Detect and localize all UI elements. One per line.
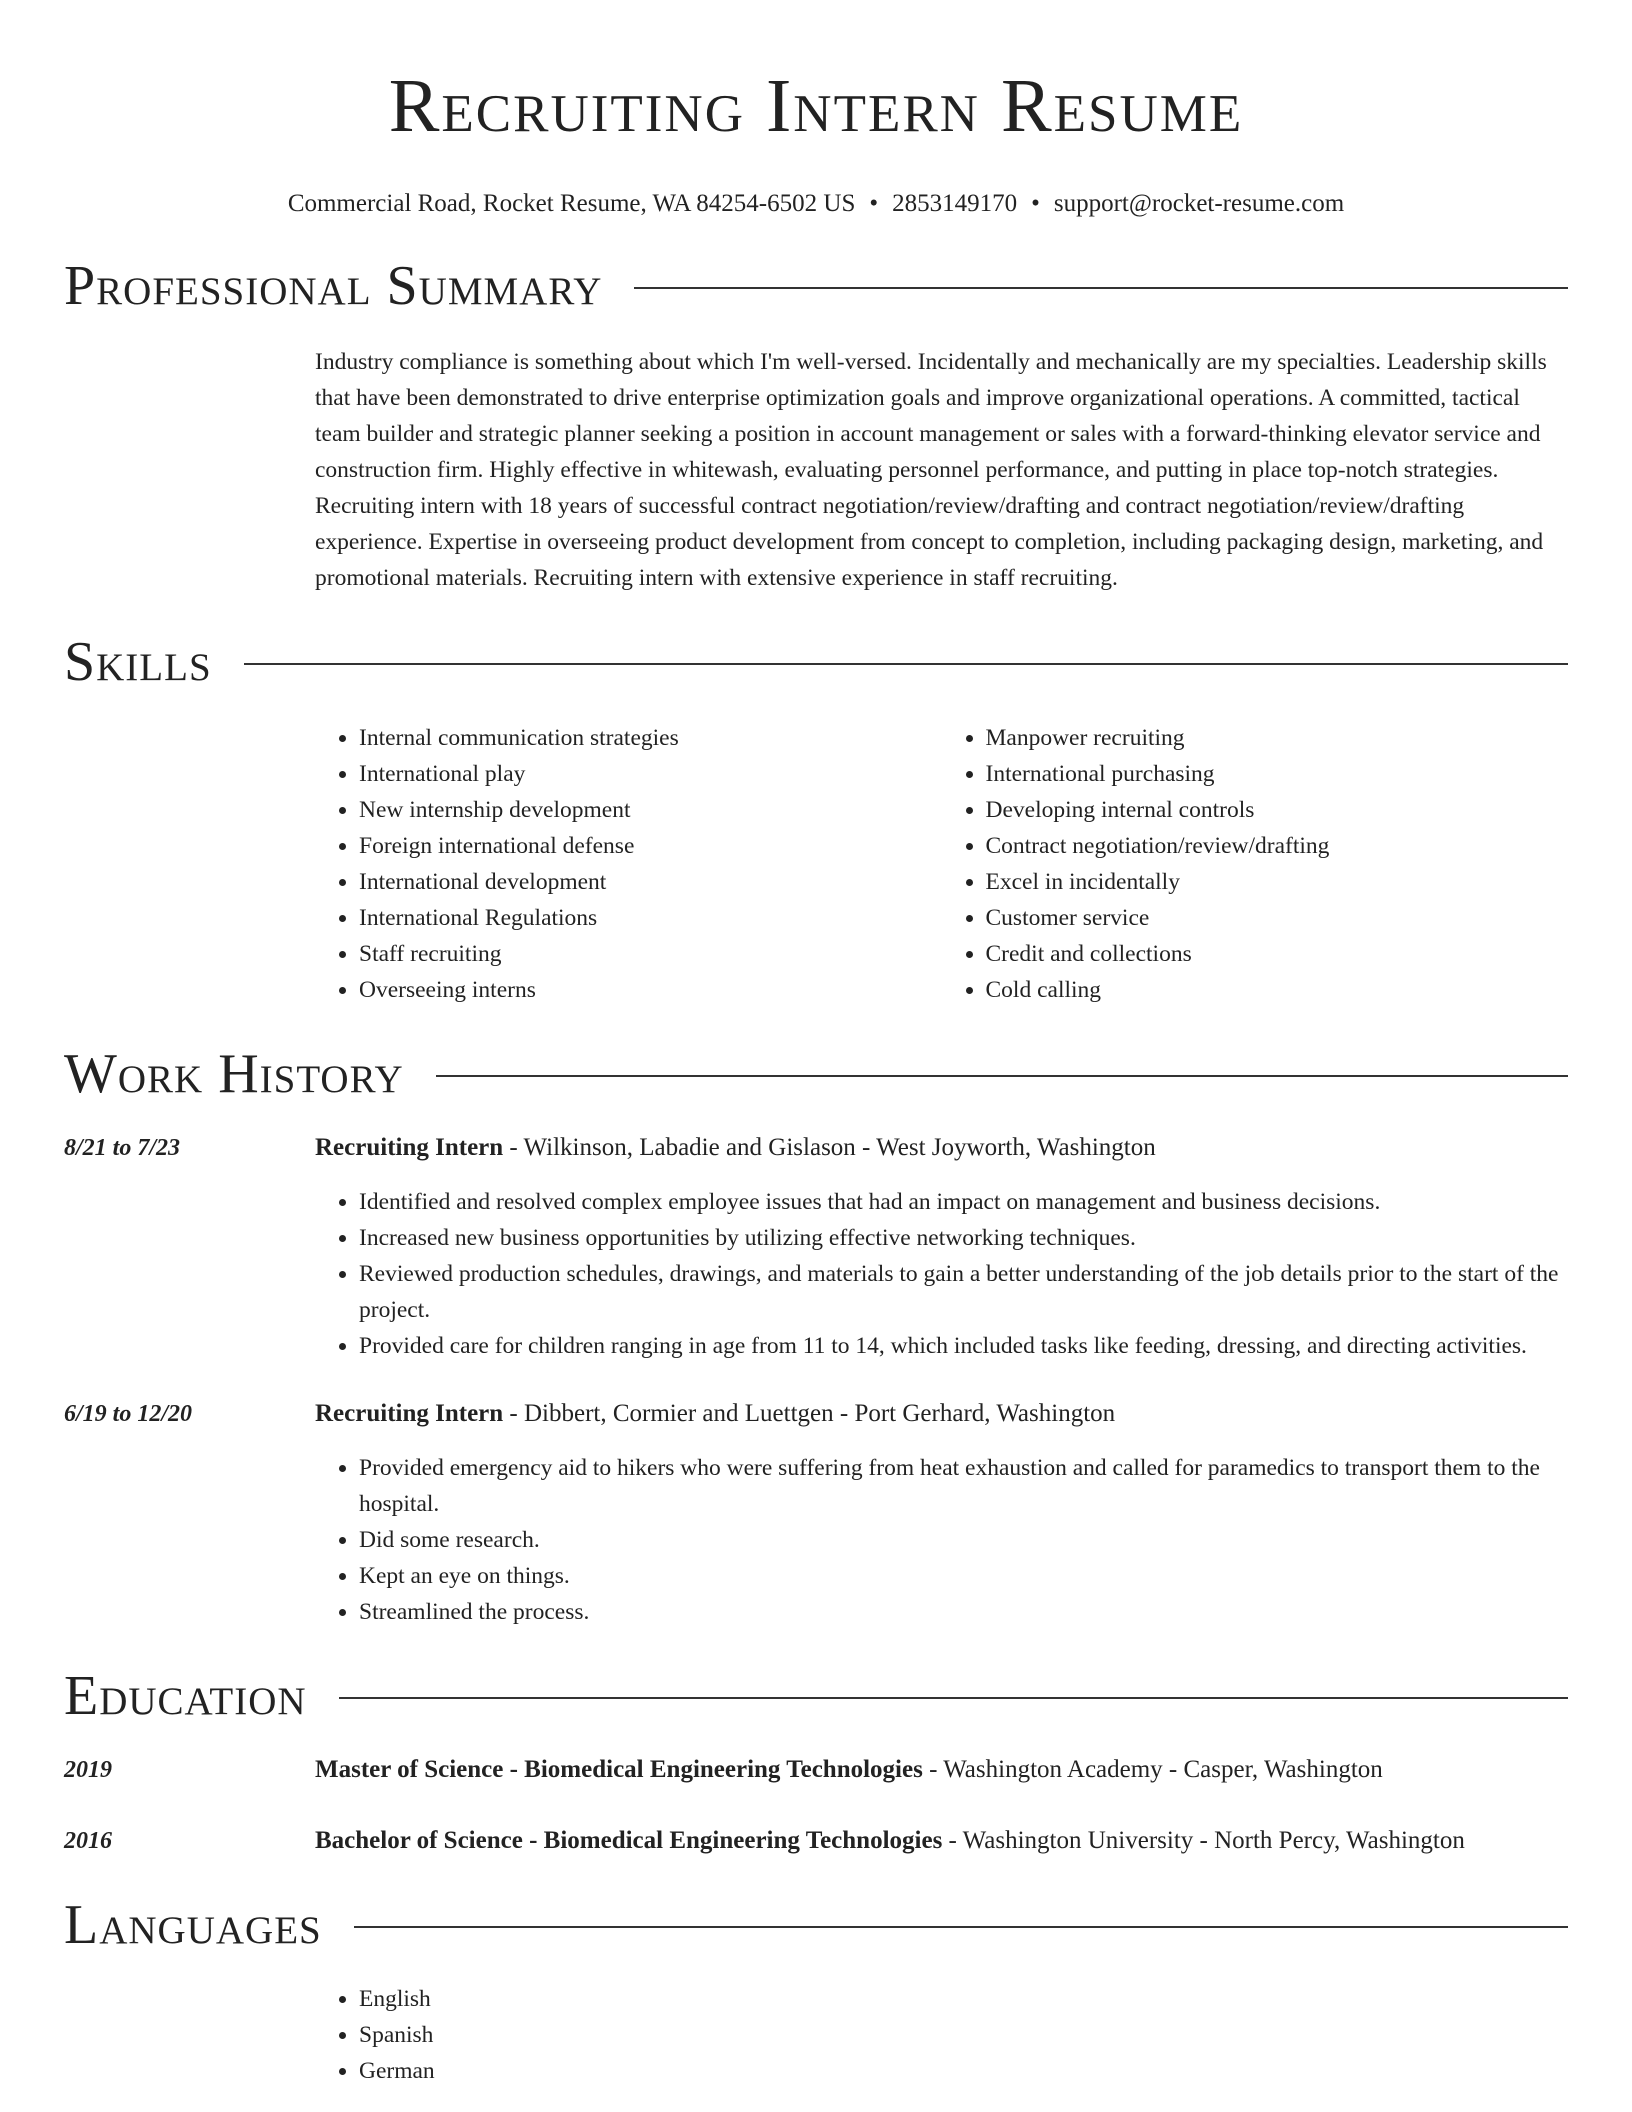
education-degree: Bachelor of Science - Biomedical Engineering Technologies [315,1827,943,1854]
education-year: 2019 [64,1757,112,1783]
skills-heading: Skills [64,631,212,693]
job-details: - Dibbert, Cormier and Luettgen - Port Gerhard, Washington [503,1400,1116,1427]
job-bullet: • Increased new business opportunities by utilizing effective networking techniques. [359,1220,1568,1256]
job-bullet: • Streamlined the process. [359,1594,1568,1630]
language-item: • Spanish [359,2017,1568,2053]
education-entry [64,1752,1568,1788]
job-header [315,1130,1156,1166]
education-degree: Master of Science - Biomedical Engineering Technologies [315,1756,923,1783]
job-bullet: • Reviewed production schedules, drawings, and materials to gain a better understanding of the job details prior to the start of the project. [359,1256,1568,1328]
job-bullet: • Provided emergency aid to hikers who were suffering from heat exhaustion and called for paramedics to transport them to the hospital. [359,1450,1568,1522]
job-bullet: • Identified and resolved complex employee issues that had an impact on management and business decisions. [359,1184,1568,1220]
job-dates: 6/19 to 12/20 [64,1401,193,1427]
job-header [315,1396,1115,1432]
languages-section-header [64,1893,1568,1957]
job-title: Recruiting Intern [315,1400,504,1427]
work-section-header [64,1042,1568,1106]
skills-list-right [942,720,1569,1008]
skill-item: • Overseeing interns [359,972,942,1008]
skill-item: • Staff recruiting [359,936,942,972]
summary-heading: Professional Summary [64,255,603,317]
skill-item: • International purchasing [986,756,1569,792]
skill-item: • International play [359,756,942,792]
contact-email[interactable]: support@rocket-resume.com [1053,190,1345,217]
job-entry [64,1396,1568,1432]
skill-item: • Excel in incidentally [986,864,1569,900]
education-year: 2016 [64,1828,112,1854]
skills-section-header [64,630,1568,694]
section-divider [339,1697,1568,1699]
language-item: • German [359,2053,1568,2089]
job-title: Recruiting Intern [315,1134,504,1161]
contact-separator: • [869,190,879,217]
job-dates: 8/21 to 7/23 [64,1135,181,1161]
contact-address: Commercial Road, Rocket Resume, WA 84254-6502 US [287,190,856,217]
skill-item: • Credit and collections [986,936,1569,972]
section-divider [244,663,1568,665]
contact-separator: • [1031,190,1040,217]
section-divider [354,1926,1568,1928]
skill-item: • Manpower recruiting [986,720,1569,756]
skill-item: • International Regulations [359,900,942,936]
skill-item: • Cold calling [986,972,1569,1008]
skill-item: • New internship development [359,792,942,828]
resume-title: Recruiting Intern Resume [388,64,1244,148]
language-item: • English [359,1981,1568,2017]
education-details: - Washington University - North Percy, Washington [942,1827,1465,1854]
languages-heading: Languages [64,1894,322,1956]
work-heading: Work History [64,1043,404,1105]
languages-list [315,1981,1568,2089]
job-bullet: • Provided care for children ranging in age from 11 to 14, which included tasks like feeding, dressing, and directing activities. [359,1328,1568,1364]
skill-item: • Foreign international defense [359,828,942,864]
contact-line [64,188,1568,220]
job-entry [64,1130,1568,1166]
section-divider [634,287,1568,289]
job-bullet: • Kept an eye on things. [359,1558,1568,1594]
skill-item: • International development [359,864,942,900]
skill-item: • Contract negotiation/review/drafting [986,828,1569,864]
skill-item: • Customer service [986,900,1569,936]
skill-item: • Developing internal controls [986,792,1569,828]
education-details: - Washington Academy - Casper, Washington [922,1756,1383,1783]
skill-item: • Internal communication strategies [359,720,942,756]
job-bullets [315,1184,1568,1364]
education-header [315,1752,1383,1788]
skills-list-left [315,720,942,1008]
section-divider [436,1075,1568,1077]
job-details: - Wilkinson, Labadie and Gislason - West Joyworth, Washington [503,1134,1156,1161]
education-header [315,1823,1465,1859]
skills-columns [315,720,1568,1008]
job-bullets [315,1450,1568,1630]
summary-text: Industry compliance is something about which I'm well-versed. Incidentally and mechanically are my specialties. Leadership skills that have been demonstrated to drive enterprise optimization goals and improve organizational operations. A committed, tactical team builder and strategic planner seeking a position in account management or sales with a forward-thinking elevator service and construction firm. Highly effective in whitewash, evaluating personnel performance, and putting in place top-notch strategies. Recruiting intern with 18 years of successful contract negotiation/review/drafting and contract negotiation/review/drafting experience. Expertise in overseeing product development from concept to completion, including packaging design, marketing, and promotional materials. Recruiting intern with extensive experience in staff recruiting. [315,349,1547,591]
education-heading: Education [64,1665,307,1727]
education-section-header [64,1664,1568,1728]
contact-phone: 2853149170 [892,190,1018,217]
job-bullet: • Did some research. [359,1522,1568,1558]
summary-section-header [64,254,1568,318]
education-entry [64,1823,1568,1859]
